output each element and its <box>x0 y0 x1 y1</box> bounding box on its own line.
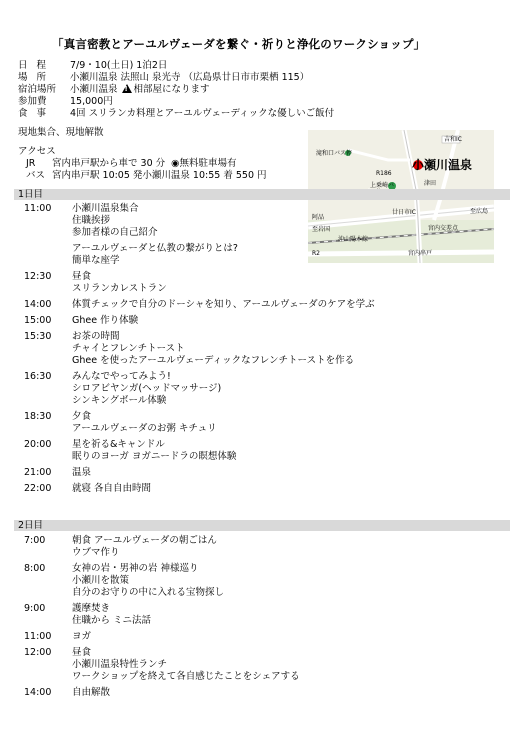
schedule-item <box>18 299 375 311</box>
schedule-line: 住職挨拶 <box>72 215 111 226</box>
schedule-line: 夕食 <box>72 411 92 422</box>
schedule-line: 温泉 <box>72 467 92 478</box>
schedule-time: 18:30 <box>24 411 52 422</box>
schedule-item <box>18 371 375 407</box>
info-key: 宿泊場所 <box>18 84 57 95</box>
info-key: 参加費 <box>18 96 47 107</box>
schedule-time: 15:00 <box>24 315 52 326</box>
day2-schedule <box>18 535 300 703</box>
schedule-line: 自分のお守りの中に入れる宝物探し <box>72 587 225 598</box>
map-title: 小瀬川温泉 <box>412 158 473 172</box>
schedule-time <box>18 243 72 267</box>
schedule-lines <box>72 603 300 627</box>
schedule-line: Ghee 作り体験 <box>72 315 139 326</box>
schedule-lines <box>72 203 375 239</box>
schedule-line: 眠りのヨーガ ヨガニードラの瞑想体験 <box>72 451 237 462</box>
schedule-line: 朝食 アーユルヴェーダの朝ごはん <box>72 535 217 546</box>
schedule-time: 9:00 <box>24 603 46 614</box>
schedule-time: 12:30 <box>24 271 52 282</box>
map-label: 阿品 <box>312 214 325 221</box>
schedule-time: 14:00 <box>24 299 52 310</box>
info-row-place <box>18 72 334 84</box>
schedule-time: 7:00 <box>24 535 46 546</box>
schedule-lines <box>72 411 375 435</box>
schedule-lines <box>72 631 300 643</box>
access-bus-key: バス <box>26 170 46 181</box>
map-label: 上乗崎バ <box>370 182 395 189</box>
access-bus-value: 宮内串戸駅 10:05 発小瀬川温泉 10:55 着 550 円 <box>52 170 267 181</box>
schedule-line: チャイとフレンチトースト <box>72 343 185 354</box>
info-key: 場所 <box>18 72 56 83</box>
schedule-line: 体質チェックで自分のドーシャを知り、アーユルヴェーダのケアを学ぶ <box>72 299 375 310</box>
map-label: 宮内串戸 <box>408 250 433 257</box>
schedule-line: 住職から ミニ法話 <box>72 615 152 626</box>
schedule-line: 就寝 各自自由時間 <box>72 483 152 494</box>
schedule-item <box>18 331 375 367</box>
schedule-time: 15:30 <box>24 331 52 342</box>
info-row-meals <box>18 108 334 120</box>
schedule-lines <box>72 299 375 311</box>
day2-label: 2日目 <box>18 520 44 531</box>
day2-header <box>14 520 510 531</box>
schedule-item <box>18 411 375 435</box>
access-jr-parking: 無料駐車場有 <box>179 158 237 169</box>
info-row-date <box>18 60 334 72</box>
access-label: アクセス <box>18 146 56 157</box>
map-label: 滝和口バス停 <box>316 150 353 157</box>
schedule-lines <box>72 535 300 559</box>
schedule-lines <box>72 483 375 495</box>
info-row-fee <box>18 96 334 108</box>
schedule-item <box>18 647 300 683</box>
schedule-item <box>18 439 375 463</box>
schedule-lines <box>72 371 375 407</box>
schedule-item <box>18 203 375 239</box>
info-value: 7/9・10(土日) 1泊2日 <box>70 60 168 71</box>
day1-label: 1日目 <box>18 189 44 200</box>
schedule-line: アーユルヴェーダのお粥 キチュリ <box>72 423 217 434</box>
schedule-line: 昼食 <box>72 271 92 282</box>
day1-header <box>14 189 510 200</box>
schedule-line: みんなでやってみよう! <box>72 371 171 382</box>
day1-schedule <box>18 203 375 499</box>
page-title: 「真言密教とアーユルヴェーダを繋ぐ・祈りと浄化のワークショップ」 <box>52 37 426 51</box>
schedule-item <box>18 483 375 495</box>
access-jr-value: 宮内串戸駅から車で 30 分 <box>52 158 166 169</box>
schedule-time: 22:00 <box>24 483 52 494</box>
schedule-line: シロアビヤンガ(ヘッドマッサージ) <box>72 383 222 394</box>
schedule-lines <box>72 331 375 367</box>
schedule-lines <box>72 315 375 327</box>
warning-icon <box>122 84 132 93</box>
schedule-item <box>18 467 375 479</box>
schedule-time: 11:00 <box>24 203 52 214</box>
schedule-line: 女神の岩・男神の岩 神様巡り <box>72 563 199 574</box>
schedule-time: 8:00 <box>24 563 46 574</box>
info-value: 小瀬川温泉 法照山 泉光寺 （広島県廿日市市栗栖 115） <box>70 72 310 83</box>
schedule-item <box>18 603 300 627</box>
info-value: 15,000円 <box>70 96 113 107</box>
map-label: R2 <box>312 250 320 257</box>
access-section <box>18 146 267 182</box>
info-key: 日程 <box>18 60 56 71</box>
parking-icon: ◉ <box>171 158 180 169</box>
map-label: 宮内交差点 <box>428 225 459 232</box>
map-label: R186 <box>376 170 392 177</box>
schedule-line: 護摩焚き <box>72 603 111 614</box>
access-jr-key: JR <box>26 158 36 169</box>
event-info <box>18 60 334 120</box>
info-value: 4回 スリランカ料理とアーユルヴェーディックな優しいご飯付 <box>70 108 335 119</box>
access-jr <box>18 158 267 170</box>
schedule-time: 14:00 <box>24 687 52 698</box>
schedule-item <box>18 563 300 599</box>
schedule-item <box>18 631 300 643</box>
schedule-line: ワークショップを終えて各自感じたことをシェアする <box>72 671 300 682</box>
schedule-item <box>18 687 300 699</box>
schedule-line: ヨガ <box>72 631 92 642</box>
schedule-time: 11:00 <box>24 631 52 642</box>
map-label: 吉和IC <box>444 136 462 143</box>
schedule-line: 小瀬川温泉特性ランチ <box>72 659 168 670</box>
schedule-line: 昼食 <box>72 647 92 658</box>
schedule-lines <box>72 467 375 479</box>
schedule-line: 簡単な座学 <box>72 255 120 266</box>
schedule-lines <box>72 687 300 699</box>
info-key: 食事 <box>18 108 56 119</box>
schedule-time: 20:00 <box>24 439 52 450</box>
info-row-lodging <box>18 84 334 96</box>
schedule-line: お茶の時間 <box>72 331 120 342</box>
schedule-lines <box>72 563 300 599</box>
schedule-line: 星を祈る&キャンドル <box>72 439 165 450</box>
schedule-lines <box>72 647 300 683</box>
schedule-line: ウブマ作り <box>72 547 120 558</box>
schedule-line: シンキングボール体験 <box>72 395 167 406</box>
schedule-line: 小瀬川を散策 <box>72 575 130 586</box>
schedule-line: Ghee を使ったアーユルヴェーディックなフレンチトーストを作る <box>72 355 355 366</box>
schedule-line: スリランカレストラン <box>72 283 167 294</box>
schedule-item <box>18 271 375 295</box>
schedule-lines <box>72 271 375 295</box>
schedule-time: 21:00 <box>24 467 52 478</box>
schedule-line: 参加者様の自己紹介 <box>72 227 158 238</box>
meeting-note: 現地集合、現地解散 <box>18 127 104 138</box>
schedule-line: 小瀬川温泉集合 <box>72 203 139 214</box>
schedule-line: アーユルヴェーダと仏教の繋がりとは? <box>72 243 238 254</box>
schedule-item <box>18 315 375 327</box>
schedule-time: 16:30 <box>24 371 52 382</box>
schedule-item <box>18 535 300 559</box>
schedule-item <box>18 243 375 267</box>
schedule-lines <box>72 439 375 463</box>
map-label: 沖山陽本線 <box>338 236 369 243</box>
map-label: 津田 <box>424 180 437 187</box>
map-label: 至広島 <box>470 208 489 215</box>
info-note: 相部屋になります <box>133 84 210 95</box>
schedule-time: 12:00 <box>24 647 52 658</box>
schedule-line: 自由解散 <box>72 687 111 698</box>
schedule-lines <box>72 243 375 267</box>
info-value: 小瀬川温泉 <box>70 84 118 95</box>
map-label: 至岩国 <box>312 226 331 233</box>
access-bus <box>18 170 267 182</box>
map-label: 廿日市IC <box>392 209 416 216</box>
